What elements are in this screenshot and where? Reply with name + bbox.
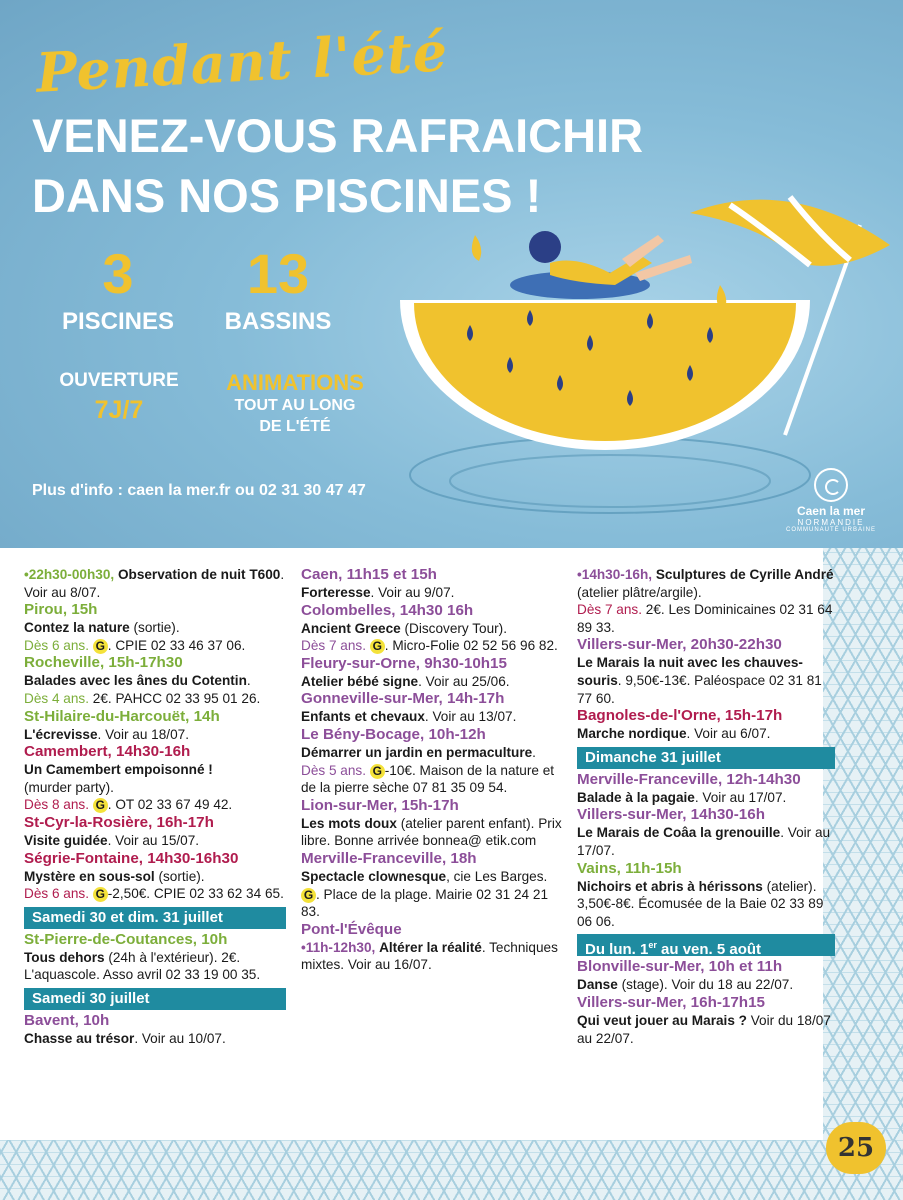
event-details: . 9,50€-13€. Paléospace 02 31 81 77 60. <box>577 672 822 706</box>
event-entry <box>577 994 835 1047</box>
event-title: Le Marais de Coâa la grenouille <box>577 825 781 841</box>
day-header-ordinal: er <box>648 940 657 951</box>
event-age: Dès 4 ans. <box>24 690 93 706</box>
event-details: . Voir au 25/06. <box>418 673 510 689</box>
event-title: Mystère en sous-sol <box>24 868 155 884</box>
summer-pools-banner <box>0 0 903 548</box>
event-entry <box>301 602 563 655</box>
event-time: •11h-12h30, <box>301 939 376 955</box>
event-entry <box>577 771 835 807</box>
event-details: (murder party). <box>24 779 114 795</box>
event-place: Blonville-sur-Mer, 10h et 11h <box>577 958 783 976</box>
event-title: Enfants et chevaux <box>301 709 425 725</box>
event-entry <box>577 636 835 707</box>
event-place: Villers-sur-Mer, 20h30-22h30 <box>577 636 782 654</box>
event-title: Le Marais la nuit avec les chauves-souris <box>577 655 803 688</box>
brand-name: Caen la mer <box>796 504 866 518</box>
event-details: . <box>532 744 536 760</box>
more-info-line: Plus d'info : caen la mer.fr ou 02 31 30 47 47 <box>32 482 366 499</box>
event-entry <box>577 566 835 636</box>
event-details: . Voir au 6/07. <box>686 726 771 742</box>
event-details: . Voir au 15/07. <box>107 832 200 848</box>
event-details: (atelier). 3,50€-8€. Écomusée de la Baie 02 33 89 06 06. <box>577 878 824 929</box>
feature-opening-label: OUVERTURE <box>59 370 179 391</box>
event-title: L'écrevisse <box>24 726 98 742</box>
event-place: Caen, 11h15 et 15h <box>301 566 437 583</box>
event-entry <box>301 655 563 691</box>
geometric-pattern-right <box>823 548 903 1200</box>
event-info: . Micro-Folie 02 52 56 96 82. <box>384 638 558 654</box>
event-time: •22h30-00h30, <box>24 567 115 582</box>
free-g-icon: G <box>301 888 316 903</box>
event-info: -10€. Maison de la nature et de la pierre sèche 07 81 35 09 54. <box>301 762 555 796</box>
day-header-part-1: Du lun. 1 <box>585 941 649 959</box>
event-title: Balade à la pagaie <box>577 789 695 805</box>
day-header: Samedi 30 et dim. 31 juillet <box>24 907 286 929</box>
event-entry <box>301 797 563 850</box>
event-title: Sculptures de Cyrille André <box>655 567 834 582</box>
event-place: Vains, 11h-15h <box>577 859 682 877</box>
event-details: . Voir au 17/07. <box>577 825 831 858</box>
event-title: Démarrer un jardin en permaculture <box>301 744 533 760</box>
event-entry <box>577 860 835 931</box>
event-details: . Techniques mixtes. Voir au 16/07. <box>301 939 558 973</box>
agenda-column-3 <box>577 566 835 1047</box>
event-details: . Voir au 9/07. <box>370 585 455 600</box>
event-entry <box>24 931 286 984</box>
brand-tagline: COMMUNAUTÉ URBAINE <box>785 527 876 533</box>
event-title: Un Camembert empoisonné ! <box>24 762 213 778</box>
event-place: Camembert, 14h30-16h <box>24 743 191 761</box>
banner-title-line-2: DANS NOS PISCINES ! <box>32 169 542 222</box>
event-place: Fleury-sur-Orne, 9h30-10h15 <box>301 654 507 672</box>
event-title: Balades avec les ânes du Cotentin <box>24 673 247 689</box>
event-entry <box>24 654 286 707</box>
event-entry <box>24 850 286 903</box>
page-number: 25 <box>826 1122 886 1174</box>
event-details: . Voir au 18/07. <box>97 726 189 742</box>
event-age: Dès 7 ans. <box>577 602 646 618</box>
event-title: Tous dehors <box>24 949 105 965</box>
feature-animations <box>205 370 385 438</box>
event-age: Dès 5 ans. <box>301 762 370 778</box>
event-info: 2€. PAHCC 02 33 95 01 26. <box>92 690 261 706</box>
agenda-column-1 <box>24 566 286 1048</box>
event-place: Villers-sur-Mer, 14h30-16h <box>577 806 765 824</box>
swimmer-head <box>529 231 561 263</box>
stat-pools-number: 3 <box>102 242 134 305</box>
event-info: . Place de la plage. Mairie 02 31 24 21 83. <box>301 886 549 920</box>
event-details: . <box>246 673 251 689</box>
event-entry <box>301 850 563 921</box>
event-title: Qui veut jouer au Marais ? <box>577 1012 747 1028</box>
event-details: (24h à l'extérieur). 2€. L'aquascole. Asso avril 02 33 19 00 35. <box>24 949 261 983</box>
event-entry <box>577 806 835 859</box>
event-age: Dès 8 ans. <box>24 797 93 813</box>
event-details: Voir du 18/07 au 22/07. <box>577 1012 831 1046</box>
event-place: St-Hilaire-du-Harcouët, 14h <box>24 707 220 725</box>
event-details: (sortie). <box>129 620 180 636</box>
event-title: Nichoirs et abris à hérissons <box>577 878 763 894</box>
free-g-icon: G <box>93 798 108 813</box>
stat-basins <box>218 242 338 336</box>
day-header: Samedi 30 juillet <box>24 988 286 1010</box>
event-info: 2€. Les Dominicaines 02 31 64 89 33. <box>577 602 833 635</box>
stat-basins-label: BASSINS <box>224 308 332 335</box>
event-title: Les mots doux <box>301 815 397 831</box>
day-header <box>577 934 835 959</box>
event-entry <box>577 958 835 994</box>
event-entry <box>24 566 286 601</box>
feature-opening <box>44 370 194 425</box>
event-title: Altérer la réalité <box>379 939 482 955</box>
event-place: Merville-Franceville, 12h-14h30 <box>577 770 801 788</box>
event-place: St-Pierre-de-Coutances, 10h <box>24 930 228 948</box>
event-entry <box>301 690 563 726</box>
event-details: (atelier plâtre/argile). <box>577 584 702 600</box>
event-details: . Voir au 13/07. <box>424 709 517 725</box>
event-place: Le Bény-Bocage, 10h-12h <box>301 725 486 743</box>
event-title: Forteresse <box>301 585 371 600</box>
event-entry <box>301 566 563 602</box>
geometric-pattern-bottom <box>0 1140 903 1200</box>
event-title: Ancient Greece <box>301 620 401 636</box>
feature-opening-value: 7J/7 <box>94 396 144 424</box>
event-entry <box>301 726 563 797</box>
event-entry <box>24 601 286 654</box>
event-place: Pirou, 15h <box>24 601 98 619</box>
banner-script-title: Pendant l'été <box>34 19 450 105</box>
event-place: Merville-Franceville, 18h <box>301 849 477 867</box>
event-details: . Voir au 8/07. <box>24 567 285 600</box>
event-place: Bavent, 10h <box>24 1011 110 1029</box>
event-title: Observation de nuit T600 <box>117 567 281 582</box>
feature-animations-line-2: DE L'ÉTÉ <box>259 417 331 435</box>
event-place: Ségrie-Fontaine, 14h30-16h30 <box>24 849 239 867</box>
event-entry <box>24 743 286 814</box>
event-title: Spectacle clownesque <box>301 868 447 884</box>
day-header: Dimanche 31 juillet <box>577 747 835 769</box>
event-place: Bagnoles-de-l'Orne, 15h-17h <box>577 707 783 725</box>
brand-region: NORMANDIE <box>797 518 865 527</box>
event-details: , cie Les Barges. <box>446 868 548 884</box>
event-entry <box>577 707 835 743</box>
event-details: . Voir au 17/07. <box>694 789 787 805</box>
event-place: St-Cyr-la-Rosière, 16h-17h <box>24 813 214 831</box>
event-title: Chasse au trésor <box>24 1030 135 1046</box>
free-g-icon: G <box>370 639 385 654</box>
event-place: Pont-l'Évêque <box>301 920 402 938</box>
event-age: Dès 6 ans. <box>24 637 93 653</box>
event-details: (Discovery Tour). <box>400 620 507 636</box>
event-info: . CPIE 02 33 46 37 06. <box>107 637 246 653</box>
agenda-column-2 <box>301 566 563 974</box>
day-header-part-2: au ven. 5 août <box>656 941 762 959</box>
stat-pools-label: PISCINES <box>61 308 175 335</box>
event-entry <box>301 921 563 974</box>
stat-basins-number: 13 <box>246 242 310 305</box>
event-details: . Voir au 10/07. <box>134 1030 226 1046</box>
free-g-icon: G <box>93 887 108 902</box>
banner-title-line-1: VENEZ-VOUS RAFRAICHIR <box>32 109 644 162</box>
event-entry <box>24 814 286 850</box>
caen-la-mer-logo-icon <box>814 468 848 502</box>
event-info: -2,50€. CPIE 02 33 62 34 65. <box>107 886 284 902</box>
event-title: Contez la nature <box>24 620 130 636</box>
event-details: (sortie). <box>154 868 205 884</box>
feature-animations-line-1: TOUT AU LONG <box>234 397 356 414</box>
free-g-icon: G <box>93 639 108 654</box>
event-place: Villers-sur-Mer, 16h-17h15 <box>577 993 765 1011</box>
event-info: . OT 02 33 67 49 42. <box>107 797 233 813</box>
feature-animations-label: ANIMATIONS <box>226 370 364 395</box>
event-details: (atelier parent enfant). Prix libre. Bonne arrivée bonnea@ etik.com <box>301 815 562 849</box>
event-title: Atelier bébé signe <box>301 673 419 689</box>
event-place: Lion-sur-Mer, 15h-17h <box>301 796 459 814</box>
stat-pools <box>58 242 178 336</box>
event-entry <box>24 1012 286 1048</box>
free-g-icon: G <box>370 764 385 779</box>
event-details: (stage). Voir du 18 au 22/07. <box>617 977 794 993</box>
event-place: Rocheville, 15h-17h30 <box>24 654 183 672</box>
event-time: •14h30-16h, <box>577 567 653 582</box>
event-place: Gonneville-sur-Mer, 14h-17h <box>301 690 505 708</box>
watermelon-flesh <box>414 303 796 441</box>
event-title: Danse <box>577 977 618 993</box>
event-entry <box>24 708 286 744</box>
event-title: Visite guidée <box>24 832 108 848</box>
event-age: Dès 6 ans. <box>24 886 93 902</box>
event-age: Dès 7 ans. <box>301 638 370 654</box>
event-place: Colombelles, 14h30 16h <box>301 601 474 619</box>
event-title: Marche nordique <box>577 726 687 742</box>
caen-la-mer-logo <box>770 468 892 542</box>
umbrella-canopy-icon <box>690 200 890 266</box>
